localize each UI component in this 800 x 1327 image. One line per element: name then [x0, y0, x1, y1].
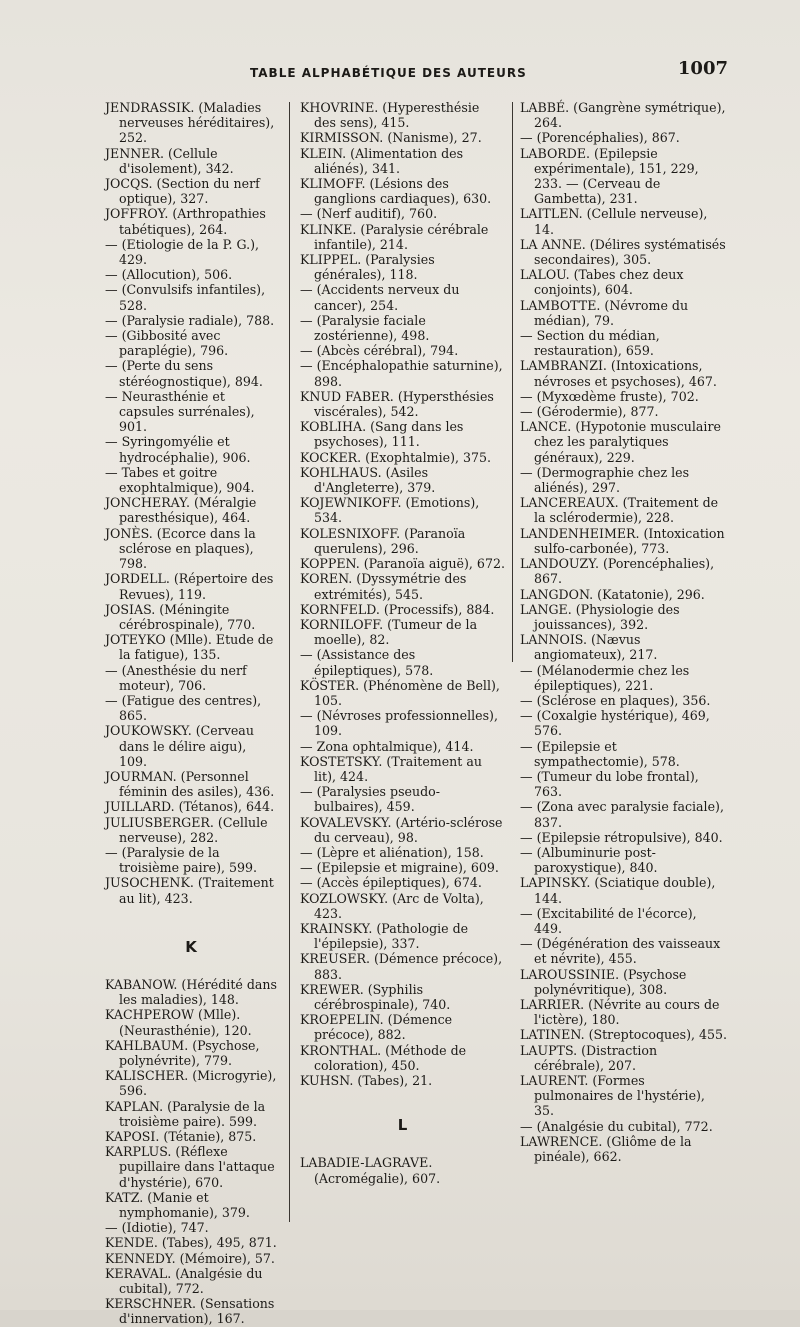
index-entry: — (Allocution), 506.	[105, 267, 233, 283]
index-entry: KENNEDY. (Mémoire), 57.	[105, 1250, 275, 1266]
index-entry: KUHSN. (Tabes), 21.	[300, 1073, 433, 1088]
index-entry: — (Mélanodermie chez les épileptiques), 221.	[520, 662, 690, 693]
index-entry: LANGE. (Physiologie des jouissances), 392.	[520, 601, 680, 632]
index-entry: — (Sclérose en plaques), 356.	[520, 692, 711, 708]
index-entry: KOVALEVSKY. (Artério-sclérose du cerveau), 98.	[300, 814, 503, 845]
index-entry: LAURENT. (Formes pulmonaires de l'hystérie), 35.	[520, 1073, 705, 1119]
index-entry: KABANOW. (Hérédité dans les maladies), 148.	[105, 976, 278, 1008]
index-entry: KERAVAL. (Analgésie du cubital), 772.	[105, 1265, 263, 1297]
index-entry: JUSOCHENK. (Traitement au lit), 423.	[105, 875, 274, 906]
index-entry: — (Tumeur du lobe frontal), 763.	[520, 768, 699, 800]
section-letter-l: L	[397, 1116, 408, 1135]
index-entry: — (Excitabilité de l'écorce), 449.	[520, 905, 697, 936]
entries-j	[105, 100, 277, 906]
index-entry: KAPOSI. (Tétanie), 875.	[105, 1129, 257, 1144]
index-entry: — (Myxœdème fruste), 702.	[520, 388, 699, 404]
index-entry: — (Gibbosité avec paraplégie), 796.	[105, 328, 229, 359]
index-entry: KACHPEROW (Mlle). (Neurasthénie), 120.	[105, 1007, 252, 1038]
index-column-1	[105, 100, 277, 1327]
index-entry: — (Paralysies pseudo-bulbaires), 459.	[300, 784, 440, 815]
page-number: 1007	[677, 58, 728, 79]
index-entry: — (Lèpre et aliénation), 158.	[300, 844, 484, 860]
entries-l	[300, 1155, 505, 1185]
index-entry: — (Convulsifs infantiles), 528.	[105, 282, 266, 313]
index-entry: — (Idiotie), 747.	[105, 1220, 209, 1236]
index-entry: KROEPELIN. (Démence précoce), 882.	[300, 1012, 453, 1043]
index-entry: — (Fatigue des centres), 865.	[105, 692, 262, 724]
index-entry: JOSIAS. (Méningite cérébrospinale), 770.	[105, 601, 256, 632]
index-entry: — (Abcès cérébral), 794.	[300, 343, 459, 359]
index-entry: JOTEYKO (Mlle). Etude de la fatigue), 135.	[105, 632, 274, 663]
index-entry: KORNFELD. (Processifs), 884.	[300, 601, 495, 617]
index-entry: LAMBOTTE. (Névrome du médian), 79.	[520, 297, 689, 328]
index-entry: — (Dégénération des vaisseaux et névrite), 455.	[520, 936, 721, 967]
index-entry: — Tabes et goitre exophtalmique), 904.	[105, 464, 255, 496]
index-entry: KOREN. (Dyssymétrie des extrémités), 545.	[300, 571, 467, 602]
index-entry: KHOVRINE. (Hyperesthésie des sens), 415.	[300, 100, 480, 131]
index-entry: — (Coxalgie hystérique), 469, 576.	[520, 708, 710, 739]
index-entry: KOSTETSKY. (Traitement au lit), 424.	[300, 753, 482, 784]
index-entry: LAMBRANZI. (Intoxications, névroses et psychoses), 467.	[520, 358, 717, 389]
index-entry: LANCEREAUX. (Traitement de la sclérodermie), 228.	[520, 495, 719, 526]
index-entry: KOBLIHA. (Sang dans les psychoses), 111.	[300, 419, 464, 450]
index-entry: — (Analgésie du cubital), 772.	[520, 1118, 713, 1134]
index-entry: KREUSER. (Démence précoce), 883.	[300, 951, 503, 982]
index-entry: — (Accès épileptiques), 674.	[300, 875, 482, 891]
index-entry: KOCKER. (Exophtalmie), 375.	[300, 449, 492, 465]
index-entry: JUILLARD. (Tétanos), 644.	[105, 799, 275, 815]
index-entry: KALISCHER. (Microgyrie), 596.	[105, 1068, 277, 1099]
index-entry: — (Zona avec paralysie faciale), 837.	[520, 799, 724, 830]
index-entry: KNUD FABER. (Hypersthésies viscérales), 542.	[300, 388, 494, 420]
index-entry: — (Gérodermie), 877.	[520, 404, 659, 420]
index-entry: KOLESNIXOFF. (Paranoïa querulens), 296.	[300, 525, 466, 556]
index-entry: — (Epilepsie rétropulsive), 840.	[520, 829, 723, 845]
index-entry: LATINEN. (Streptocoques), 455.	[520, 1027, 728, 1043]
index-entry: KREWER. (Syphilis cérébrospinale), 740.	[300, 981, 451, 1012]
index-entry: — (Perte du sens stéréognostique), 894.	[105, 358, 263, 389]
index-entry: JOURMAN. (Personnel féminin des asiles), 436.	[105, 768, 275, 800]
index-entry: KERSCHNER. (Sensations d'innervation), 167.	[105, 1296, 275, 1327]
index-entry: — (Accidents nerveux du cancer), 254.	[300, 282, 460, 313]
index-entry: KOPPEN. (Paranoïa aiguë), 672.	[300, 556, 505, 572]
column-divider	[512, 102, 513, 662]
index-entry: KÖSTER. (Phénomène de Bell), 105.	[300, 677, 500, 708]
index-entry: — (Anesthésie du nerf moteur), 706.	[105, 662, 247, 693]
index-entry: KORNILOFF. (Tumeur de la moelle), 82.	[300, 616, 478, 648]
index-entry: LANNOIS. (Nævus angiomateux), 217.	[520, 632, 658, 663]
index-entry: KLIPPEL. (Paralysies générales), 118.	[300, 252, 435, 283]
index-entry: KATZ. (Manie et nymphomanie), 379.	[105, 1189, 250, 1221]
index-entry: KLIMOFF. (Lésions des ganglions cardiaques), 630.	[300, 176, 492, 207]
index-entry: KARPLUS. (Réflexe pupillaire dans l'attaque d'hystérie), 670.	[105, 1144, 275, 1190]
running-title: TABLE ALPHABÉTIQUE DES AUTEURS	[250, 66, 527, 80]
index-entry: LABADIE-LAGRAVE. (Acromégalie), 607.	[300, 1155, 441, 1186]
index-entry: KOZLOWSKY. (Arc de Volta), 423.	[300, 890, 484, 921]
index-entry: LARRIER. (Névrite au cours de l'ictère), 180.	[520, 996, 720, 1028]
index-entry: — (Assistance des épileptiques), 578.	[300, 647, 434, 678]
section-letter-k: K	[185, 937, 197, 956]
index-entry: — (Porencéphalies), 867.	[520, 130, 680, 146]
index-entry: JENDRASSIK. (Maladies nerveuses héréditaires), 252.	[105, 100, 275, 146]
column-divider	[289, 102, 290, 1222]
index-entry: JONCHERAY. (Méralgie paresthésique), 464.	[105, 495, 257, 526]
index-entry: LANDENHEIMER. (Intoxication sulfo-carbonée), 773.	[520, 525, 725, 556]
index-entry: KOJEWNIKOFF. (Emotions), 534.	[300, 495, 480, 526]
index-entry: KRONTHAL. (Méthode de coloration), 450.	[300, 1042, 467, 1073]
index-entry: LA ANNE. (Délires systématisés secondaires), 305.	[520, 236, 726, 268]
index-entry: LANDOUZY. (Porencéphalies), 867.	[520, 556, 715, 587]
index-entry: KRAINSKY. (Pathologie de l'épilepsie), 337.	[300, 920, 469, 952]
page-header	[100, 58, 728, 84]
index-entry: LANGDON. (Katatonie), 296.	[520, 586, 705, 602]
index-entry: — (Albuminurie post-paroxystique), 840.	[520, 844, 658, 876]
index-entry: JONÈS. (Ecorce dans la sclérose en plaques), 798.	[105, 525, 256, 572]
index-entry: LALOU. (Tabes chez deux conjoints), 604.	[520, 267, 684, 298]
entries-l2	[520, 100, 728, 1164]
index-entry: — (Névroses professionnelles), 109.	[300, 708, 498, 739]
index-entry: JULIUSBERGER. (Cellule nerveuse), 282.	[105, 814, 268, 845]
index-entry: LAROUSSINIE. (Psychose polynévritique), 308.	[520, 966, 687, 997]
index-entry: LAITLEN. (Cellule nerveuse), 14.	[520, 206, 708, 237]
index-entry: LABBÉ. (Gangrène symétrique), 264.	[520, 100, 726, 131]
index-entry: KENDE. (Tabes), 495, 871.	[105, 1235, 277, 1251]
index-entry: LAUPTS. (Distraction cérébrale), 207.	[520, 1042, 658, 1073]
index-entry: — (Nerf auditif), 760.	[300, 206, 438, 222]
index-entry: KLINKE. (Paralysie cérébrale infantile), 214.	[300, 221, 489, 252]
index-entry: — (Encéphalopathie saturnine), 898.	[300, 358, 503, 389]
index-entry: — Syringomyélie et hydrocéphalie), 906.	[105, 434, 251, 465]
index-entry: JENNER. (Cellule d'isolement), 342.	[105, 145, 234, 176]
entries-k2	[300, 100, 505, 1088]
index-entry: — Neurasthénie et capsules surrénales), 901.	[105, 388, 255, 435]
entries-k	[105, 977, 277, 1327]
index-entry: — (Paralysie radiale), 788.	[105, 312, 275, 328]
index-entry: JORDELL. (Répertoire des Revues), 119.	[105, 571, 274, 602]
index-entry: LANCE. (Hypotonie musculaire chez les paralytiques généraux), 229.	[520, 419, 721, 465]
index-entry: — (Paralysie faciale zostérienne), 498.	[300, 312, 430, 344]
index-entry: — Section du médian, restauration), 659.	[520, 328, 660, 359]
index-entry: — (Epilepsie et migraine), 609.	[300, 860, 499, 876]
index-entry: JOFFROY. (Arthropathies tabétiques), 264.	[105, 206, 266, 237]
index-entry: KOHLHAUS. (Asiles d'Angleterre), 379.	[300, 464, 436, 496]
index-entry: KLEIN. (Alimentation des aliénés), 341.	[300, 145, 464, 176]
index-entry: KIRMISSON. (Nanisme), 27.	[300, 130, 482, 146]
index-column-2	[300, 100, 505, 1186]
index-entry: LABORDE. (Epilepsie expérimentale), 151, 229, 233. — (Cerveau de Gambetta), 231.	[520, 145, 699, 207]
index-entry: JOCQS. (Section du nerf optique), 327.	[105, 176, 260, 207]
index-column-3	[520, 100, 728, 1164]
index-entry: — (Epilepsie et sympathectomie), 578.	[520, 738, 680, 769]
index-entry: KAPLAN. (Paralysie de la troisième paire). 599.	[105, 1098, 266, 1129]
index-entry: — (Etiologie de la P. G.), 429.	[105, 236, 260, 268]
index-entry: KAHLBAUM. (Psychose, polynévrite), 779.	[105, 1037, 260, 1068]
index-entry: LAWRENCE. (Gliôme de la pinéale), 662.	[520, 1133, 692, 1165]
index-entry: — (Paralysie de la troisième paire), 599.	[105, 844, 258, 876]
index-entry: LAPINSKY. (Sciatique double), 144.	[520, 875, 716, 906]
index-entry: JOUKOWSKY. (Cerveau dans le délire aigu), 109.	[105, 723, 254, 769]
index-entry: — (Dermographie chez les aliénés), 297.	[520, 464, 690, 496]
index-entry: — Zona ophtalmique), 414.	[300, 738, 474, 754]
